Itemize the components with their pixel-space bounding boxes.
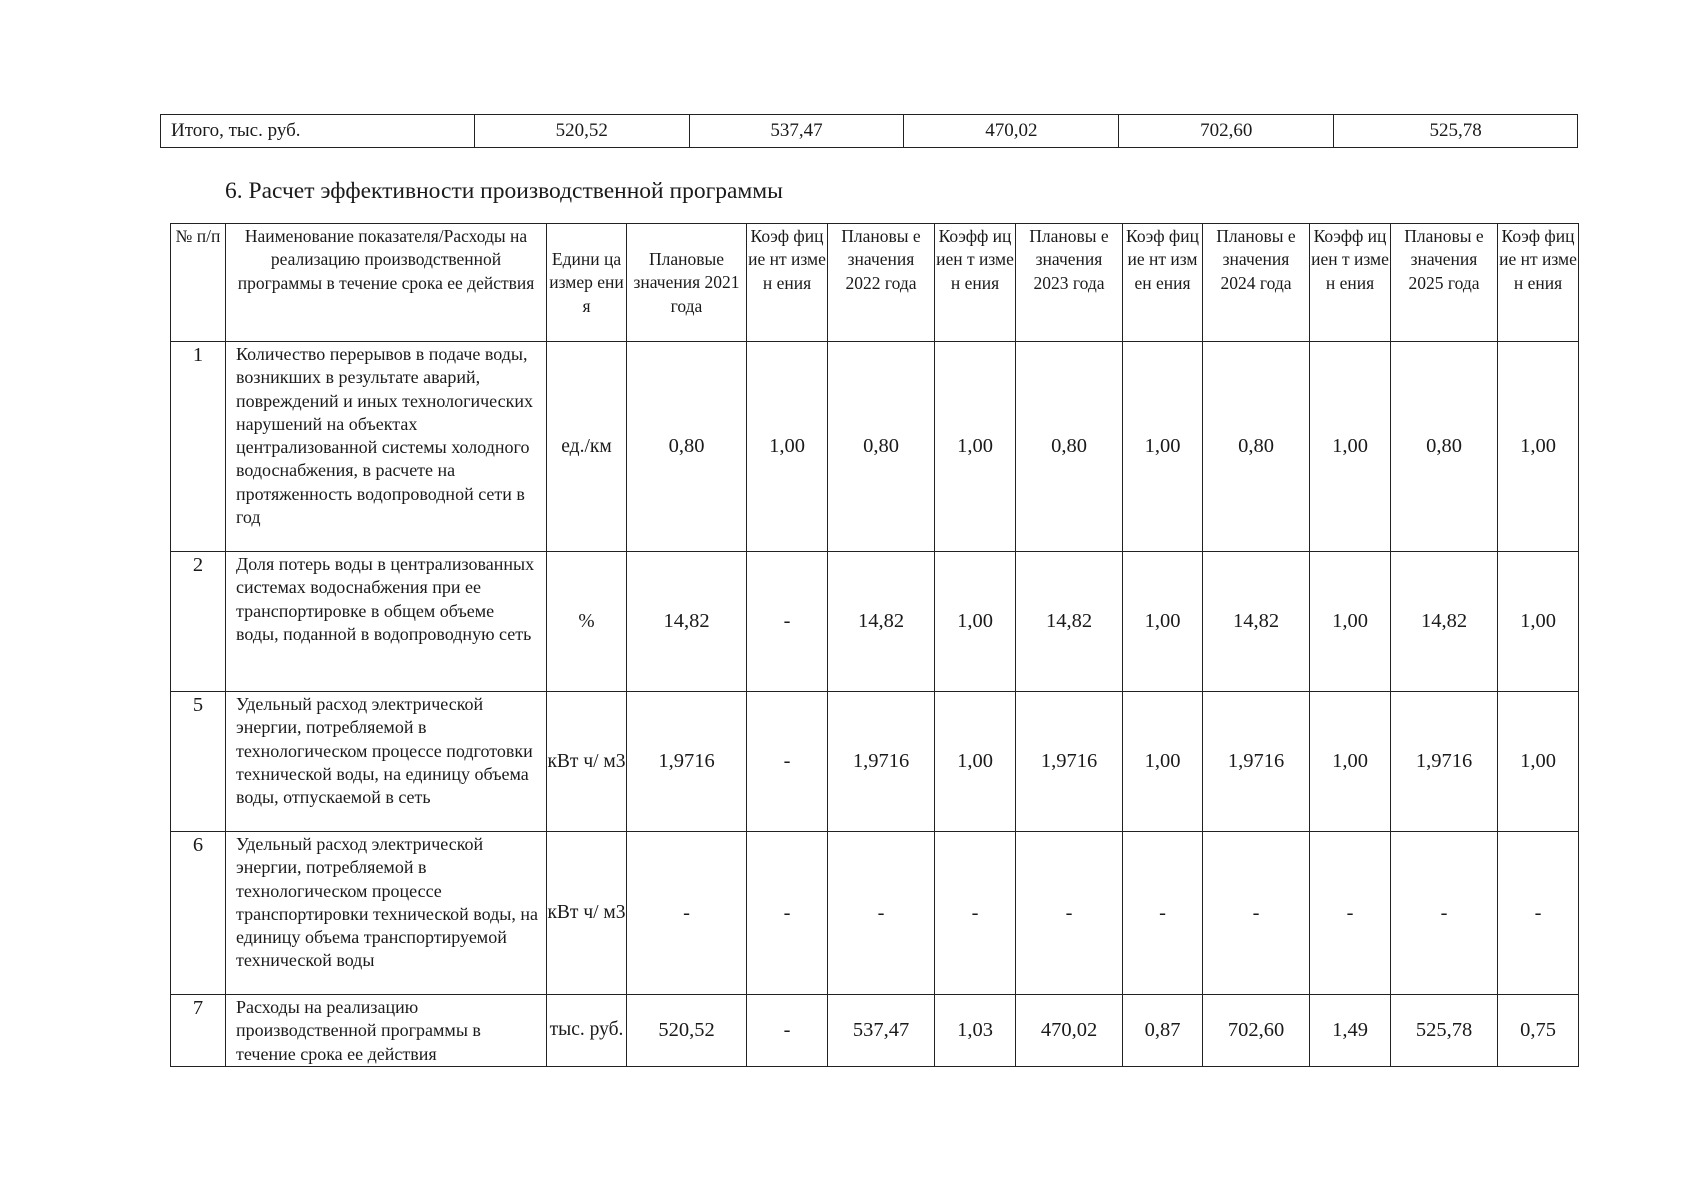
coef-value: - [747, 692, 828, 832]
row-unit: тыс. руб. [547, 995, 627, 1067]
plan-value: 0,80 [828, 342, 935, 552]
plan-value: - [828, 832, 935, 995]
totals-label: Итого, тыс. руб. [161, 115, 475, 148]
coef-value: - [935, 832, 1016, 995]
row-number: 5 [171, 692, 226, 832]
row-name: Расходы на реализацию производственной программы в течение срока ее действия [226, 995, 547, 1067]
coef-value: 1,00 [1310, 342, 1391, 552]
coef-value: 1,00 [1123, 342, 1203, 552]
coef-value: 1,03 [935, 995, 1016, 1067]
header-plan-2021: Плановые значения 2021 года [627, 224, 747, 342]
totals-row [161, 115, 1578, 148]
row-unit: % [547, 552, 627, 692]
section-title: 6. Расчет эффективности производственной программы [225, 178, 783, 204]
header-plan-2024: Плановы е значения 2024 года [1203, 224, 1310, 342]
table-row [171, 692, 1579, 832]
row-number: 2 [171, 552, 226, 692]
plan-value: - [1016, 832, 1123, 995]
row-name: Доля потерь воды в централизованных системах водоснабжения при ее транспортировке в общем объеме воды, поданной в водопроводную сеть [226, 552, 547, 692]
header-plan-2022: Плановы е значения 2022 года [828, 224, 935, 342]
row-unit: кВт ч/ м3 [547, 832, 627, 995]
plan-value: 520,52 [627, 995, 747, 1067]
header-coef: Коэф фицие нт измен ения [1123, 224, 1203, 342]
plan-value: 1,9716 [1203, 692, 1310, 832]
coef-value: 1,00 [1498, 552, 1579, 692]
coef-value: 1,00 [1123, 552, 1203, 692]
plan-value: 0,80 [627, 342, 747, 552]
plan-value: - [1203, 832, 1310, 995]
totals-value: 525,78 [1334, 115, 1578, 148]
plan-value: 14,82 [1203, 552, 1310, 692]
plan-value: 14,82 [828, 552, 935, 692]
header-plan-2023: Плановы е значения 2023 года [1016, 224, 1123, 342]
plan-value: 1,9716 [627, 692, 747, 832]
header-coef: Коэфф ициен т измен ения [935, 224, 1016, 342]
plan-value: 537,47 [828, 995, 935, 1067]
plan-value: 702,60 [1203, 995, 1310, 1067]
coef-value: 1,00 [1498, 692, 1579, 832]
header-coef: Коэфф ициен т измен ения [1310, 224, 1391, 342]
coef-value: 1,00 [935, 692, 1016, 832]
row-unit: кВт ч/ м3 [547, 692, 627, 832]
table-row [171, 552, 1579, 692]
row-name: Удельный расход электрической энергии, потребляемой в технологическом процессе транспортировки технической воды, на единицу объема транспортируемой технической воды [226, 832, 547, 995]
plan-value: 0,80 [1203, 342, 1310, 552]
coef-value: - [1123, 832, 1203, 995]
coef-value: 1,00 [747, 342, 828, 552]
coef-value: - [747, 552, 828, 692]
table-row [171, 342, 1579, 552]
coef-value: 1,00 [1310, 552, 1391, 692]
plan-value: 525,78 [1391, 995, 1498, 1067]
row-name: Количество перерывов в подаче воды, возникших в результате аварий, повреждений и иных технологических нарушений на объектах централизованной системы холодного водоснабжения, в расчете на протяженность водопроводной сети в год [226, 342, 547, 552]
plan-value: 0,80 [1391, 342, 1498, 552]
header-name: Наименование показателя/Расходы на реализацию производственной программы в течение срока ее действия [226, 224, 547, 342]
coef-value: 0,75 [1498, 995, 1579, 1067]
plan-value: 14,82 [1391, 552, 1498, 692]
coef-value: - [747, 832, 828, 995]
table-row [171, 832, 1579, 995]
coef-value: 0,87 [1123, 995, 1203, 1067]
plan-value: 14,82 [1016, 552, 1123, 692]
efficiency-table [170, 223, 1579, 1067]
row-number: 6 [171, 832, 226, 995]
coef-value: 1,00 [1310, 692, 1391, 832]
row-unit: ед./км [547, 342, 627, 552]
plan-value: 14,82 [627, 552, 747, 692]
totals-value: 520,52 [474, 115, 689, 148]
table-row [171, 995, 1579, 1067]
header-unit: Едини ца измер ения [547, 224, 627, 342]
coef-value: 1,00 [1123, 692, 1203, 832]
plan-value: 470,02 [1016, 995, 1123, 1067]
plan-value: - [627, 832, 747, 995]
row-number: 7 [171, 995, 226, 1067]
totals-value: 702,60 [1119, 115, 1334, 148]
plan-value: 0,80 [1016, 342, 1123, 552]
coef-value: - [1310, 832, 1391, 995]
plan-value: - [1391, 832, 1498, 995]
coef-value: 1,00 [1498, 342, 1579, 552]
header-coef: Коэф фицие нт измен ения [1498, 224, 1579, 342]
plan-value: 1,9716 [828, 692, 935, 832]
coef-value: 1,00 [935, 552, 1016, 692]
row-number: 1 [171, 342, 226, 552]
coef-value: 1,00 [935, 342, 1016, 552]
coef-value: 1,49 [1310, 995, 1391, 1067]
totals-table [160, 114, 1578, 148]
header-num: № п/п [171, 224, 226, 342]
row-name: Удельный расход электрической энергии, потребляемой в технологическом процессе подготовки технической воды, на единицу объема воды, отпускаемой в сеть [226, 692, 547, 832]
header-row [171, 224, 1579, 342]
header-plan-2025: Плановы е значения 2025 года [1391, 224, 1498, 342]
header-coef: Коэф фицие нт измен ения [747, 224, 828, 342]
coef-value: - [747, 995, 828, 1067]
totals-value: 537,47 [689, 115, 904, 148]
plan-value: 1,9716 [1391, 692, 1498, 832]
coef-value: - [1498, 832, 1579, 995]
totals-value: 470,02 [904, 115, 1119, 148]
plan-value: 1,9716 [1016, 692, 1123, 832]
